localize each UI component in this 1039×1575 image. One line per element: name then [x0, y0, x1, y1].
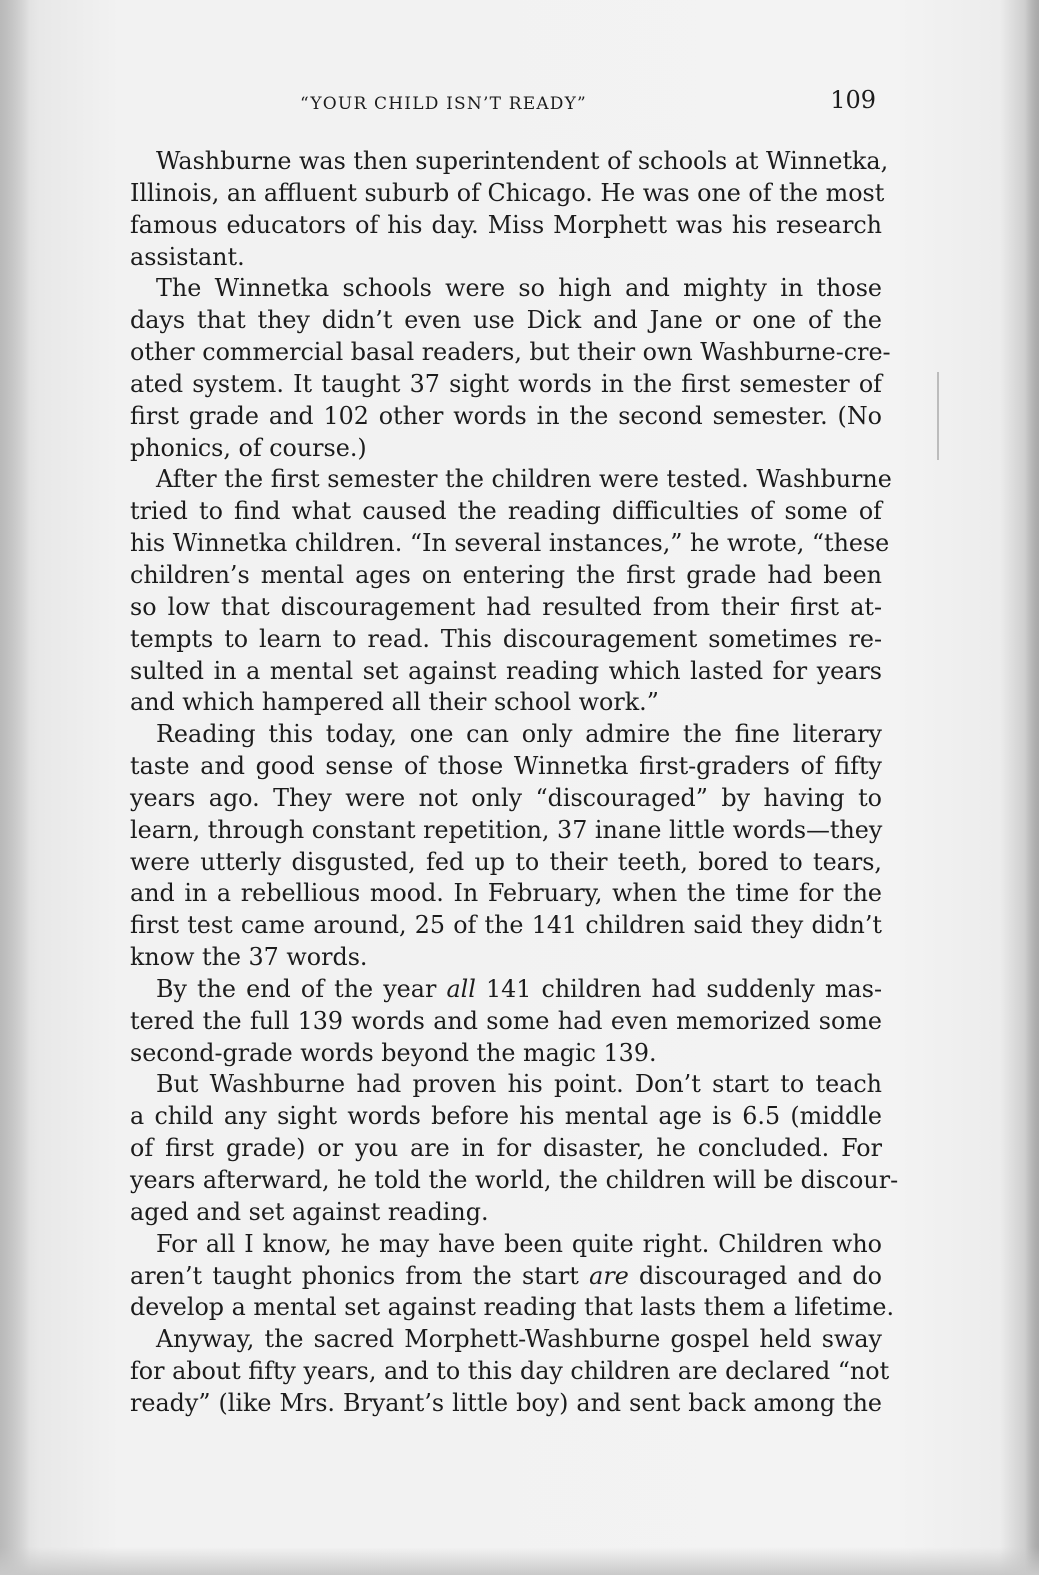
text-line: tried to find what caused the reading difficulties of some of: [130, 497, 882, 526]
running-head: [130, 86, 882, 126]
text-line: But Washburne had proven his point. Don’t start to teach: [156, 1070, 882, 1099]
text-line: taste and good sense of those Winnetka first-graders of fifty: [130, 752, 882, 781]
text-line: Illinois, an affluent suburb of Chicago. He was one of the most: [130, 178, 885, 207]
gutter-shadow: [0, 0, 30, 1575]
italic-emphasis: all: [446, 974, 476, 1003]
text-line: assistant.: [130, 242, 245, 271]
text-line: sulted in a mental set against reading which lasted for years: [130, 656, 882, 685]
text-line: After the first semester the children were tested. Washburne: [156, 465, 892, 494]
page-number: 109: [830, 86, 876, 114]
margin-pencil-mark: [937, 372, 939, 460]
italic-emphasis: are: [589, 1261, 629, 1290]
text-line: for about fifty years, and to this day children are declared “not: [130, 1357, 890, 1386]
text-line: second-grade words beyond the magic 139.: [130, 1038, 657, 1067]
body-text: [130, 146, 899, 1420]
running-title: “YOUR CHILD ISN’T READY”: [300, 94, 587, 114]
text-line: of first grade) or you are in for disaster, he concluded. For: [130, 1134, 882, 1163]
text-block: [130, 86, 899, 1420]
text-line: children’s mental ages on entering the first grade had been: [130, 560, 882, 589]
text-line: By the end of the year all 141 children had suddenly mas-: [156, 974, 882, 1003]
text-line: tered the full 139 words and some had even memorized some: [130, 1006, 882, 1035]
text-line: know the 37 words.: [130, 943, 368, 972]
text-line: ready” (like Mrs. Bryant’s little boy) and sent back among the: [130, 1388, 882, 1417]
text-line: other commercial basal readers, but their own Washburne-cre-: [130, 338, 891, 367]
text-line: aged and set against reading.: [130, 1197, 489, 1226]
text-line: so low that discouragement had resulted from their first at-: [130, 592, 882, 621]
text-line: and which hampered all their school work.”: [130, 688, 659, 717]
text-line: years ago. They were not only “discouraged” by having to: [130, 783, 882, 812]
text-line: famous educators of his day. Miss Morphett was his research: [130, 210, 882, 239]
page-edge-shadow: [1025, 0, 1039, 1575]
text-line: The Winnetka schools were so high and mighty in those: [156, 274, 882, 303]
text-line: For all I know, he may have been quite right. Children who: [156, 1229, 882, 1258]
text-line: ated system. It taught 37 sight words in the first semester of: [130, 369, 882, 398]
text-line: were utterly disgusted, fed up to their teeth, bored to tears,: [130, 847, 882, 876]
text-line: develop a mental set against reading that lasts them a lifetime.: [130, 1293, 895, 1322]
text-line: years afterward, he told the world, the children will be discour-: [130, 1166, 899, 1194]
text-line: first grade and 102 other words in the second semester. (No: [130, 401, 882, 430]
text-line: Washburne was then superintendent of schools at Winnetka,: [156, 147, 889, 175]
text-line: first test came around, 25 of the 141 children said they didn’t: [130, 911, 882, 940]
text-line: learn, through constant repetition, 37 inane little words—they: [130, 815, 883, 844]
text-line: Anyway, the sacred Morphett-Washburne gospel held sway: [156, 1325, 882, 1354]
bottom-edge-shadow: [0, 1547, 1039, 1575]
text-line: Reading this today, one can only admire the fine literary: [156, 720, 882, 749]
text-line: and in a rebellious mood. In February, when the time for the: [130, 879, 882, 908]
text-line: his Winnetka children. “In several instances,” he wrote, “these: [130, 529, 890, 558]
text-line: a child any sight words before his mental age is 6.5 (middle: [130, 1102, 882, 1131]
text-line: aren’t taught phonics from the start are discouraged and do: [130, 1261, 882, 1290]
text-line: tempts to learn to read. This discouragement sometimes re-: [130, 624, 882, 653]
text-line: phonics, of course.): [130, 433, 367, 462]
text-line: days that they didn’t even use Dick and Jane or one of the: [130, 306, 882, 335]
